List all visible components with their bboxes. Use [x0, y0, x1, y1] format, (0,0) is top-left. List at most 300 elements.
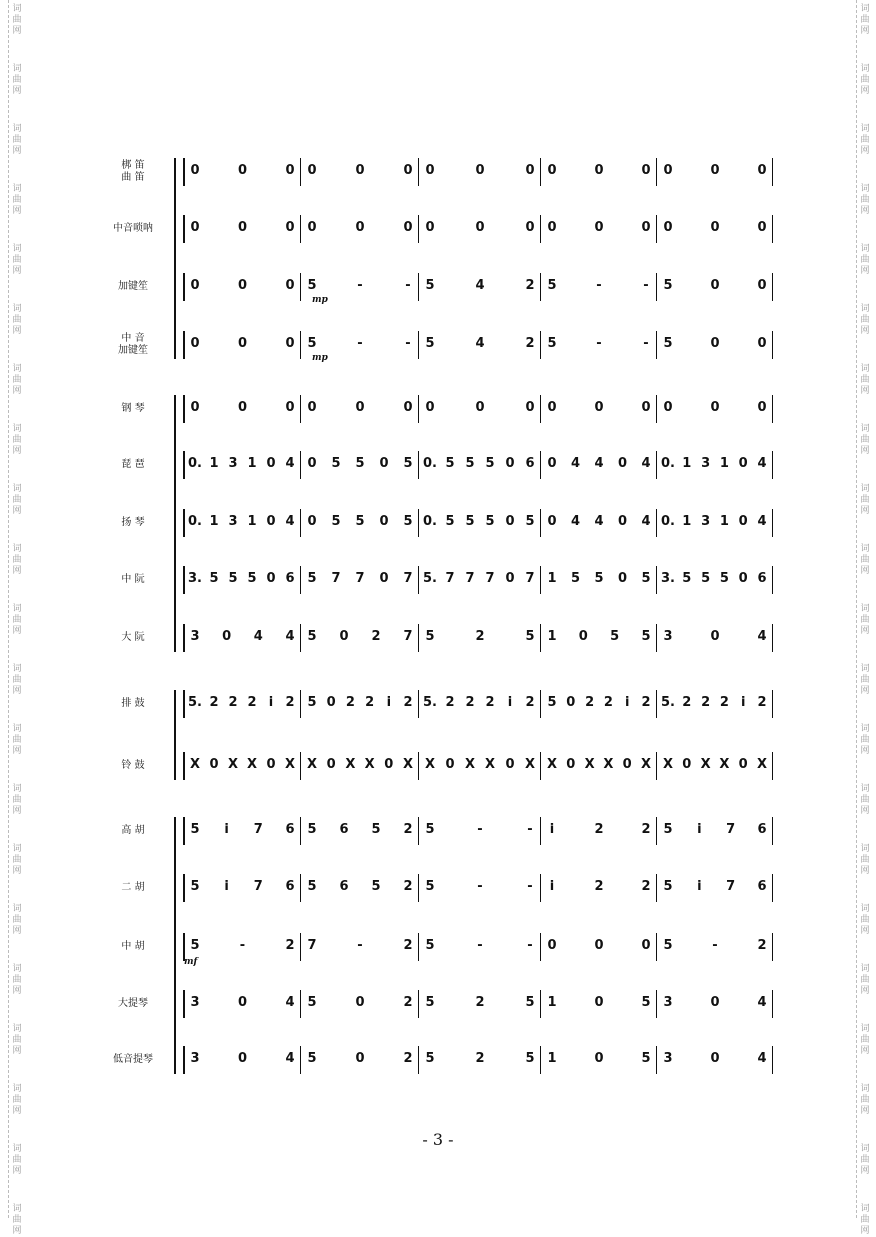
barline	[300, 624, 301, 652]
note: 7	[403, 629, 413, 644]
barline	[300, 331, 301, 359]
note: 5	[307, 278, 317, 293]
note: 0	[266, 514, 276, 529]
note: 2	[475, 1051, 485, 1066]
watermark-text: 词 曲 网	[860, 1144, 870, 1176]
note: 0	[505, 514, 515, 529]
barline	[183, 566, 185, 594]
note: 2	[525, 695, 535, 710]
note: 5	[331, 514, 341, 529]
note: 0	[379, 456, 389, 471]
note: 2	[403, 822, 413, 837]
note: 5	[371, 879, 381, 894]
instrument-label: 大 阮	[121, 632, 145, 643]
note: 5	[719, 571, 729, 586]
instrument-label: 加键笙	[118, 281, 148, 292]
note: 7	[485, 571, 495, 586]
barline	[300, 1046, 301, 1074]
instrument-label: 中 音 加键笙	[118, 333, 148, 356]
note: 4	[253, 629, 263, 644]
note: 2	[641, 822, 651, 837]
barline	[183, 817, 185, 845]
barline	[540, 331, 541, 359]
note: 2	[403, 995, 413, 1010]
barline	[183, 158, 185, 186]
watermark-text: 词 曲 网	[860, 124, 870, 156]
note: 0	[757, 278, 767, 293]
note: 4	[594, 456, 604, 471]
note: 2	[403, 1051, 413, 1066]
watermark-text: 词 曲 网	[12, 484, 22, 516]
note: 3	[701, 456, 711, 471]
note: 2	[594, 879, 604, 894]
note: 0.	[188, 456, 202, 471]
note: 5	[663, 278, 673, 293]
barline	[772, 158, 773, 186]
watermark-text: 词 曲 网	[860, 604, 870, 636]
note: 5	[641, 1051, 651, 1066]
barline	[300, 395, 301, 423]
barline	[183, 874, 185, 902]
note: 7	[445, 571, 455, 586]
note: 0	[237, 400, 248, 415]
note: 0	[622, 757, 632, 772]
note: 0	[403, 220, 413, 235]
note: 0	[710, 1051, 720, 1066]
barline	[656, 451, 657, 479]
barline	[418, 395, 419, 423]
watermark-text: 词 曲 网	[860, 844, 870, 876]
barline	[300, 509, 301, 537]
barline	[418, 273, 419, 301]
watermark-text: 词 曲 网	[12, 364, 22, 396]
instrument-label: 排 鼓	[121, 698, 145, 709]
note: 0	[757, 400, 767, 415]
note: 1	[247, 456, 257, 471]
note: 0	[307, 456, 317, 471]
note: 2	[365, 695, 375, 710]
note: 6	[757, 571, 767, 586]
note: 0	[237, 220, 248, 235]
note: 5	[485, 514, 495, 529]
note: 5	[425, 995, 435, 1010]
note: 0	[425, 220, 435, 235]
watermark-text: 词 曲 网	[860, 1204, 870, 1236]
note: 0	[641, 938, 651, 953]
barline	[656, 509, 657, 537]
note: 5	[190, 938, 200, 953]
note: 5	[190, 879, 200, 894]
note: 2	[403, 879, 413, 894]
note: 0	[617, 456, 628, 471]
instrument-label: 梆 笛 曲 笛	[121, 160, 145, 183]
note: 0	[307, 400, 317, 415]
note: 0	[594, 938, 604, 953]
watermark-text: 词 曲 网	[860, 484, 870, 516]
note: 0	[266, 757, 276, 772]
note: 7	[525, 571, 535, 586]
note: 0	[710, 336, 720, 351]
barline	[418, 990, 419, 1018]
watermark-text: 词 曲 网	[12, 304, 22, 336]
note: 0	[266, 571, 276, 586]
dynamic-mark: mf	[184, 957, 198, 967]
note: 5.	[423, 695, 437, 710]
barline	[656, 624, 657, 652]
note: 0	[594, 400, 604, 415]
instrument-label: 中 胡	[121, 941, 145, 952]
note: 4	[285, 1051, 295, 1066]
note: 1	[682, 514, 692, 529]
barline	[418, 451, 419, 479]
note: X	[484, 757, 496, 772]
note: -	[239, 938, 246, 953]
barline	[772, 690, 773, 718]
barline	[772, 817, 773, 845]
note: 1	[547, 629, 557, 644]
note: 4	[285, 629, 295, 644]
barline	[418, 933, 419, 961]
note: 0	[307, 163, 317, 178]
note: 0	[505, 757, 515, 772]
instrument-label: 二 胡	[121, 882, 145, 893]
note: 0	[525, 220, 535, 235]
group-brace	[174, 158, 182, 359]
note: 6	[525, 456, 535, 471]
note: 5	[247, 571, 257, 586]
note: 0	[594, 1051, 604, 1066]
barline	[656, 817, 657, 845]
note: 0	[617, 571, 628, 586]
note: -	[357, 336, 363, 351]
note: 1	[247, 514, 257, 529]
note: 7	[403, 571, 413, 586]
note: 5	[209, 571, 219, 586]
note: 5	[525, 514, 535, 529]
note: 2	[403, 695, 413, 710]
watermark-text: 词 曲 网	[12, 724, 22, 756]
instrument-label: 钢 琴	[121, 403, 145, 414]
note: 2	[719, 695, 729, 710]
barline	[540, 874, 541, 902]
note: 5	[307, 822, 317, 837]
barline	[300, 690, 301, 718]
note: 0	[425, 163, 435, 178]
note: 5	[228, 571, 238, 586]
barline	[183, 273, 185, 301]
note: 5	[610, 629, 620, 644]
note: 0	[190, 336, 200, 351]
note: -	[643, 336, 649, 351]
watermark-text: 词 曲 网	[12, 4, 22, 36]
note: 0	[403, 400, 413, 415]
note: 0	[547, 514, 557, 529]
note: 0	[525, 163, 535, 178]
note: 0	[355, 1051, 365, 1066]
instrument-label: 低音提琴	[113, 1054, 153, 1065]
barline	[656, 395, 657, 423]
note: 5	[425, 938, 435, 953]
note: 0	[326, 757, 336, 772]
note: 4	[757, 995, 767, 1010]
note: 2	[757, 938, 767, 953]
barline	[772, 215, 773, 243]
note: i	[697, 879, 702, 894]
note: 2	[594, 822, 604, 837]
note: 3	[663, 995, 673, 1010]
barline	[656, 752, 657, 780]
note: 6	[339, 879, 349, 894]
barline	[540, 395, 541, 423]
note: 3	[190, 1051, 200, 1066]
note: X	[227, 757, 239, 772]
note: 0	[475, 400, 485, 415]
barline	[183, 990, 185, 1018]
note: -	[405, 278, 411, 293]
barline	[772, 331, 773, 359]
barline	[772, 1046, 773, 1074]
note: 4	[757, 456, 767, 471]
note: 5	[641, 571, 651, 586]
note: 7	[253, 822, 263, 837]
note: 1	[547, 995, 557, 1010]
note: 3	[663, 629, 673, 644]
note: 3	[190, 629, 200, 644]
note: 4	[285, 514, 295, 529]
note: 0	[710, 629, 720, 644]
note: 0	[445, 757, 455, 772]
note: 0	[525, 400, 535, 415]
note: 5.	[188, 695, 202, 710]
note: 0	[757, 220, 767, 235]
note: i	[549, 879, 555, 894]
note: 3	[228, 514, 238, 529]
note: 5	[307, 336, 317, 351]
note: 0.	[188, 514, 202, 529]
note: 7	[331, 571, 341, 586]
note: 7	[465, 571, 475, 586]
note: 1	[719, 456, 729, 471]
note: -	[405, 336, 411, 351]
note: 1	[209, 456, 219, 471]
note: 5	[525, 995, 535, 1010]
note: 5	[190, 822, 200, 837]
note: 0	[641, 163, 651, 178]
note: -	[357, 938, 363, 953]
watermark-text: 词 曲 网	[860, 904, 870, 936]
note: X	[464, 757, 476, 772]
note: 7	[307, 938, 317, 953]
watermark-text: 词 曲 网	[12, 1084, 22, 1116]
note: 5	[371, 822, 381, 837]
barline	[418, 509, 419, 537]
instrument-label: 高 胡	[121, 825, 145, 836]
note: 5	[355, 514, 365, 529]
note: 6	[285, 822, 295, 837]
watermark-text: 词 曲 网	[860, 1024, 870, 1056]
barline	[656, 215, 657, 243]
note: 3	[701, 514, 711, 529]
barline	[300, 933, 301, 961]
note: 5	[403, 456, 413, 471]
page-number: - 3 -	[422, 1130, 454, 1149]
barline	[300, 874, 301, 902]
note: 2	[641, 879, 651, 894]
note: 5	[663, 822, 673, 837]
note: 4	[641, 456, 651, 471]
watermark-text: 词 曲 网	[860, 424, 870, 456]
note: 4	[570, 514, 581, 529]
note: X	[189, 757, 201, 772]
watermark-text: 词 曲 网	[12, 604, 22, 636]
instrument-label: 中音唢呐	[113, 223, 153, 234]
note: 5	[425, 1051, 435, 1066]
note: 5	[425, 879, 435, 894]
note: X	[662, 757, 674, 772]
note: 0	[682, 757, 692, 772]
barline	[418, 874, 419, 902]
watermark-text: 词 曲 网	[12, 904, 22, 936]
barline	[183, 331, 185, 359]
note: 0	[738, 456, 748, 471]
note: 0	[237, 995, 248, 1010]
note: 0	[738, 571, 748, 586]
note: 0.	[423, 456, 437, 471]
note: 0	[594, 995, 604, 1010]
note: 4	[285, 456, 295, 471]
note: -	[643, 278, 649, 293]
note: 7	[355, 571, 365, 586]
note: i	[386, 695, 392, 710]
barline	[300, 752, 301, 780]
instrument-label: 琵 琶	[121, 459, 145, 470]
watermark-text: 词 曲 网	[860, 364, 870, 396]
note: 3.	[188, 571, 202, 586]
note: 5.	[661, 695, 675, 710]
note: 0	[307, 220, 317, 235]
note: i	[507, 695, 513, 710]
note: 0	[190, 278, 200, 293]
barline	[656, 933, 657, 961]
note: 7	[726, 879, 736, 894]
note: 2	[345, 695, 355, 710]
note: 0	[209, 757, 219, 772]
note: 0	[285, 278, 295, 293]
note: 5	[425, 278, 435, 293]
note: X	[284, 757, 296, 772]
instrument-label: 大提琴	[118, 998, 148, 1009]
note: 2	[285, 695, 295, 710]
note: 0	[547, 220, 557, 235]
watermark-text: 词 曲 网	[12, 784, 22, 816]
note: 5	[307, 1051, 317, 1066]
note: 5	[641, 995, 651, 1010]
barline	[418, 1046, 419, 1074]
barline	[772, 624, 773, 652]
barline	[772, 273, 773, 301]
note: 3	[190, 995, 200, 1010]
barline	[656, 690, 657, 718]
note: X	[546, 757, 558, 772]
note: 2	[403, 938, 413, 953]
note: 5	[682, 571, 692, 586]
note: 5	[445, 514, 455, 529]
note: X	[345, 757, 356, 772]
note: 2	[209, 695, 219, 710]
barline	[656, 1046, 657, 1074]
note: 0.	[423, 514, 437, 529]
note: 0	[190, 400, 200, 415]
note: 0	[641, 220, 651, 235]
note: 6	[285, 571, 295, 586]
note: X	[364, 757, 375, 772]
note: 0	[285, 220, 295, 235]
barline	[656, 158, 657, 186]
note: 0	[285, 400, 295, 415]
note: 5	[594, 571, 604, 586]
barline	[300, 158, 301, 186]
note: 0	[641, 400, 651, 415]
barline	[300, 273, 301, 301]
note: 0	[237, 336, 248, 351]
note: 2	[585, 695, 595, 710]
note: 6	[757, 822, 767, 837]
barline	[540, 273, 541, 301]
note: 2	[603, 695, 613, 710]
note: 1	[547, 1051, 557, 1066]
watermark-text: 词 曲 网	[12, 184, 22, 216]
note: 5	[425, 336, 435, 351]
note: 5	[307, 571, 317, 586]
barline	[183, 509, 185, 537]
barline	[183, 395, 185, 423]
watermark-text: 词 曲 网	[12, 424, 22, 456]
barline	[183, 690, 185, 718]
note: 0	[384, 757, 394, 772]
barline	[418, 817, 419, 845]
barline	[300, 817, 301, 845]
note: 0	[237, 1051, 248, 1066]
barline	[540, 690, 541, 718]
dynamic-mark: mp	[312, 295, 328, 305]
note: i	[740, 695, 746, 710]
note: i	[624, 695, 630, 710]
note: 0	[237, 278, 248, 293]
note: 0	[547, 163, 557, 178]
note: 4	[475, 336, 485, 351]
note: -	[477, 822, 483, 837]
note: 5	[547, 278, 557, 293]
note: 0	[403, 163, 413, 178]
instrument-label: 铃 鼓	[121, 760, 145, 771]
note: 0	[594, 220, 604, 235]
barline	[183, 451, 185, 479]
barline	[418, 624, 419, 652]
watermark-text: 词 曲 网	[860, 724, 870, 756]
note: 0	[594, 163, 604, 178]
dynamic-mark: mp	[312, 353, 328, 363]
note: X	[719, 757, 730, 772]
note: 5	[641, 629, 651, 644]
note: 0	[237, 163, 248, 178]
note: 5	[525, 1051, 535, 1066]
note: -	[357, 278, 363, 293]
note: X	[756, 757, 768, 772]
barline	[418, 752, 419, 780]
barline	[772, 566, 773, 594]
note: X	[402, 757, 414, 772]
barline	[418, 158, 419, 186]
